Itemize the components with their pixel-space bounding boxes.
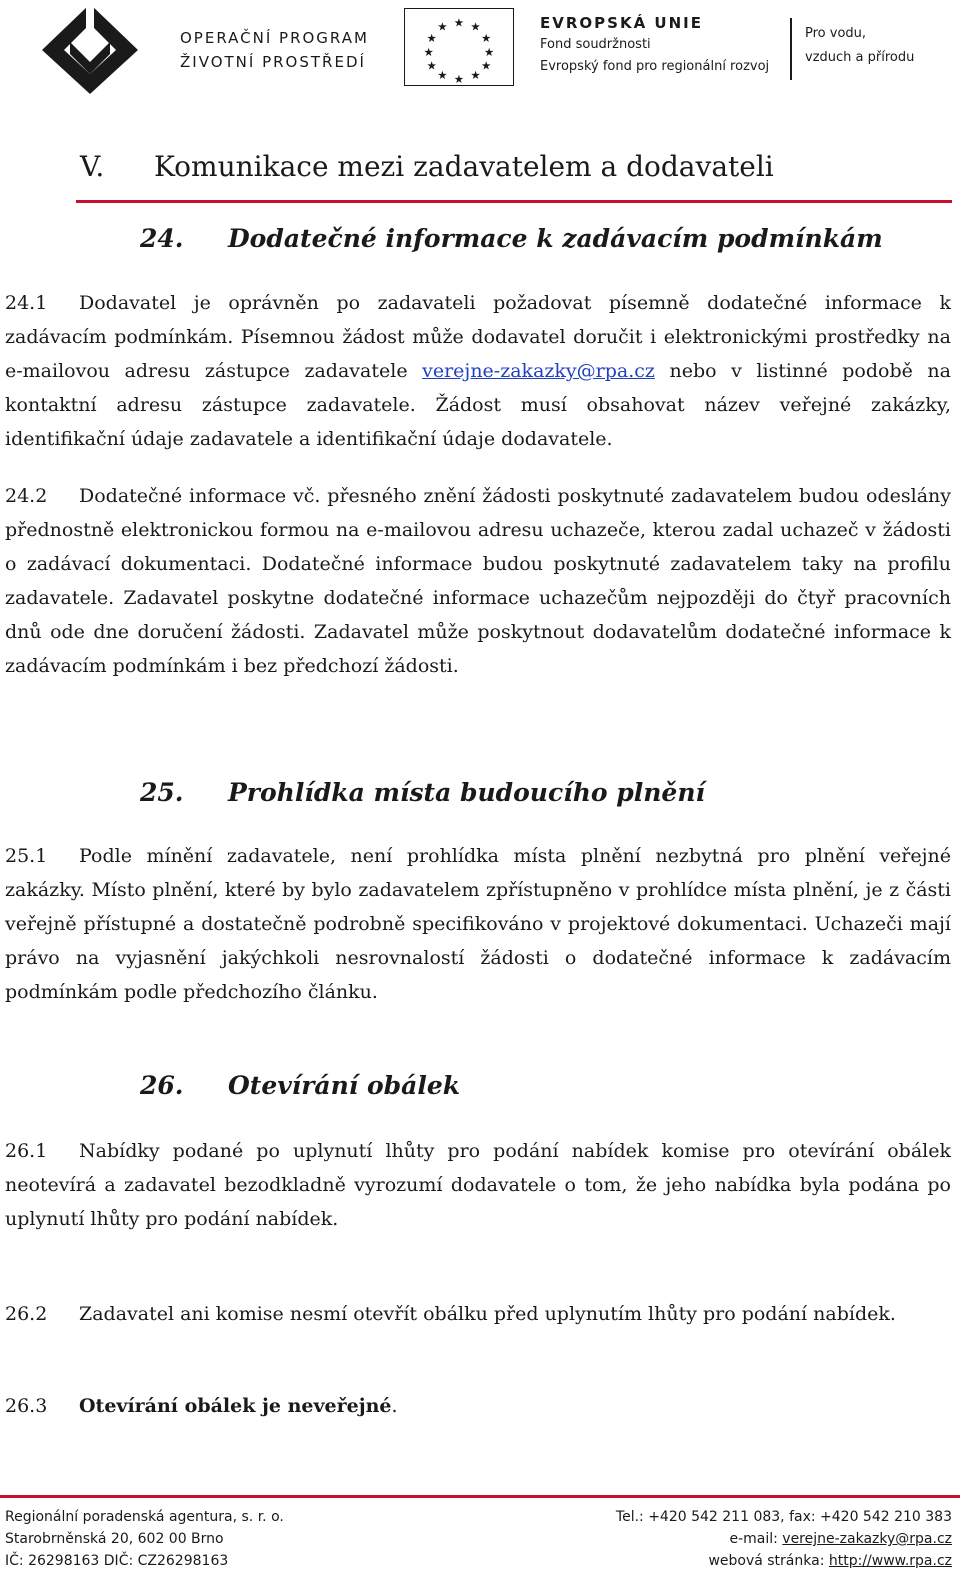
svg-text:★: ★ xyxy=(481,58,492,73)
paragraph-number: 24.1 xyxy=(5,292,48,314)
svg-text:★: ★ xyxy=(470,19,481,34)
paragraph-26-2 xyxy=(5,1297,951,1331)
paragraph-text: Dodavatel je oprávněn po zadavateli požadovat písemně dodatečné informace k zadávacím podmínkám. Písemnou žádost může dodavatel doručit i elektronickými prostředky na e-mailovou adresu zástupce zadavatele xyxy=(5,292,951,382)
opzp-line-1: OPERAČNÍ PROGRAM xyxy=(180,29,369,47)
document-header xyxy=(0,0,960,100)
section-number: 24. xyxy=(140,224,184,253)
eu-funding-text xyxy=(540,12,769,78)
footer-email-label: e-mail: xyxy=(729,1531,783,1547)
paragraph-number: 26.2 xyxy=(5,1303,48,1325)
section-heading-26 xyxy=(140,1071,460,1100)
email-link[interactable]: verejne-zakazky@rpa.cz xyxy=(422,360,655,382)
chapter-title: Komunikace mezi zadavatelem a dodavateli xyxy=(154,150,774,183)
section-number: 25. xyxy=(140,778,184,807)
paragraph-number: 26.3 xyxy=(5,1395,48,1417)
paragraph-text: Zadavatel ani komise nesmí otevřít obálku před uplynutím lhůty pro podání nabídek. xyxy=(79,1303,896,1325)
paragraph-26-1 xyxy=(5,1134,951,1236)
section-number: 26. xyxy=(140,1071,184,1100)
footer-ids: IČ: 26298163 DIČ: CZ26298163 xyxy=(5,1553,229,1569)
svg-text:★: ★ xyxy=(481,31,492,46)
eu-regional-fund-line: Evropský fond pro regionální rozvoj xyxy=(540,59,770,74)
paragraph-24-2 xyxy=(5,479,951,683)
eu-title: EVROPSKÁ UNIE xyxy=(540,14,703,32)
paragraph-text: Dodatečné informace vč. přesného znění žádosti poskytnuté zadavatelem budou odeslány přednostně elektronickou formou na e-mailovou adresu uchazeče, kterou zadal uchazeč v žádosti o zadávací dokumentaci. Dodatečné informace budou poskytnuté zadavatelem taky na profilu zadavatele. Zadavatel poskytne dodatečné informace uchazečům nejpozději do čtyř pracovních dnů ode dne doručení žádosti. Zadavatel může poskytnout dodavatelům dodatečné informace k zadávacím podmínkám i bez předchozí žádosti. xyxy=(5,485,951,677)
svg-text:★: ★ xyxy=(470,68,481,83)
section-title: Dodatečné informace k zadávacím podmínkám xyxy=(228,224,883,253)
paragraph-number: 25.1 xyxy=(5,845,48,867)
footer-email-line xyxy=(616,1528,952,1550)
svg-text:★: ★ xyxy=(453,72,465,86)
section-title: Prohlídka místa budoucího plnění xyxy=(228,778,705,807)
footer-company-info xyxy=(5,1506,284,1572)
paragraph-text-tail: . xyxy=(391,1395,398,1417)
paragraph-text: Podle mínění zadavatele, není prohlídka místa plnění nezbytná pro plnění veřejné zakázky. Místo plnění, které by bylo zadavatelem zpřístupněno v prohlídce místa plnění, je z části veřejně přístupné a dostatečně podrobně specifikováno v projektové dokumentaci. Uchazeči mají právo na vyjasnění jakýchkoli nesrovnalostí žádosti o dodatečné informace k zadávacím podmínkám podle předchozího článku. xyxy=(5,845,951,1003)
paragraph-bold-text: Otevírání obálek je neveřejné xyxy=(79,1395,392,1417)
section-heading-25 xyxy=(140,778,705,807)
svg-text:★: ★ xyxy=(426,58,437,73)
paragraph-24-1 xyxy=(5,286,951,456)
eu-fund-line: Fond soudržnosti xyxy=(540,37,651,52)
footer-phone: Tel.: +420 542 211 083, fax: +420 542 210 383 xyxy=(615,1509,952,1525)
paragraph-text: Nabídky podané po uplynutí lhůty pro podání nabídek komise pro otevírání obálek neotevírá a zadavatel bezodkladně vyrozumí dodavatele o tom, že jeho nabídka byla podána po uplynutí lhůty pro podání nabídek. xyxy=(5,1140,951,1230)
paragraph-number: 24.2 xyxy=(5,485,48,507)
svg-text:★: ★ xyxy=(483,44,495,59)
footer-company: Regionální poradenská agentura, s. r. o. xyxy=(5,1509,284,1525)
footer-email-link[interactable]: verejne-zakazky@rpa.cz xyxy=(782,1531,952,1547)
section-title: Otevírání obálek xyxy=(228,1071,461,1100)
eu-flag-icon xyxy=(404,8,514,86)
svg-text:★: ★ xyxy=(423,44,435,59)
section-heading-24 xyxy=(140,224,883,253)
footer-rule xyxy=(0,1495,960,1498)
paragraph-text-cont: nebo v listinné podobě na kontaktní adresu zástupce zadavatele. Žádost musí obsahovat název veřejné zakázky, identifikační údaje zadavatele a identifikační údaje dodavatele. xyxy=(5,360,951,450)
chapter-heading xyxy=(80,150,774,183)
slogan xyxy=(805,22,914,70)
footer-web-label: webová stránka: xyxy=(708,1553,829,1569)
slogan-line-2: vzduch a přírodu xyxy=(805,50,915,65)
opzp-logo xyxy=(40,2,140,96)
footer-web-link[interactable]: http://www.rpa.cz xyxy=(828,1553,952,1569)
svg-text:★: ★ xyxy=(437,19,448,34)
paragraph-number: 26.1 xyxy=(5,1140,48,1162)
paragraph-25-1 xyxy=(5,839,951,1009)
slogan-line-1: Pro vodu, xyxy=(805,26,867,41)
svg-text:★: ★ xyxy=(453,15,465,30)
footer-contact-info xyxy=(616,1506,952,1572)
header-divider xyxy=(790,18,792,80)
svg-text:★: ★ xyxy=(426,31,437,46)
footer-web-line xyxy=(616,1550,952,1572)
footer-address: Starobrněnská 20, 602 00 Brno xyxy=(5,1531,224,1547)
paragraph-26-3 xyxy=(5,1389,951,1423)
opzp-line-2: ŽIVOTNÍ PROSTŘEDÍ xyxy=(180,53,366,71)
chapter-underline xyxy=(76,200,952,203)
opzp-program-name xyxy=(180,26,369,74)
svg-text:★: ★ xyxy=(437,68,448,83)
chapter-number: V. xyxy=(80,150,105,183)
